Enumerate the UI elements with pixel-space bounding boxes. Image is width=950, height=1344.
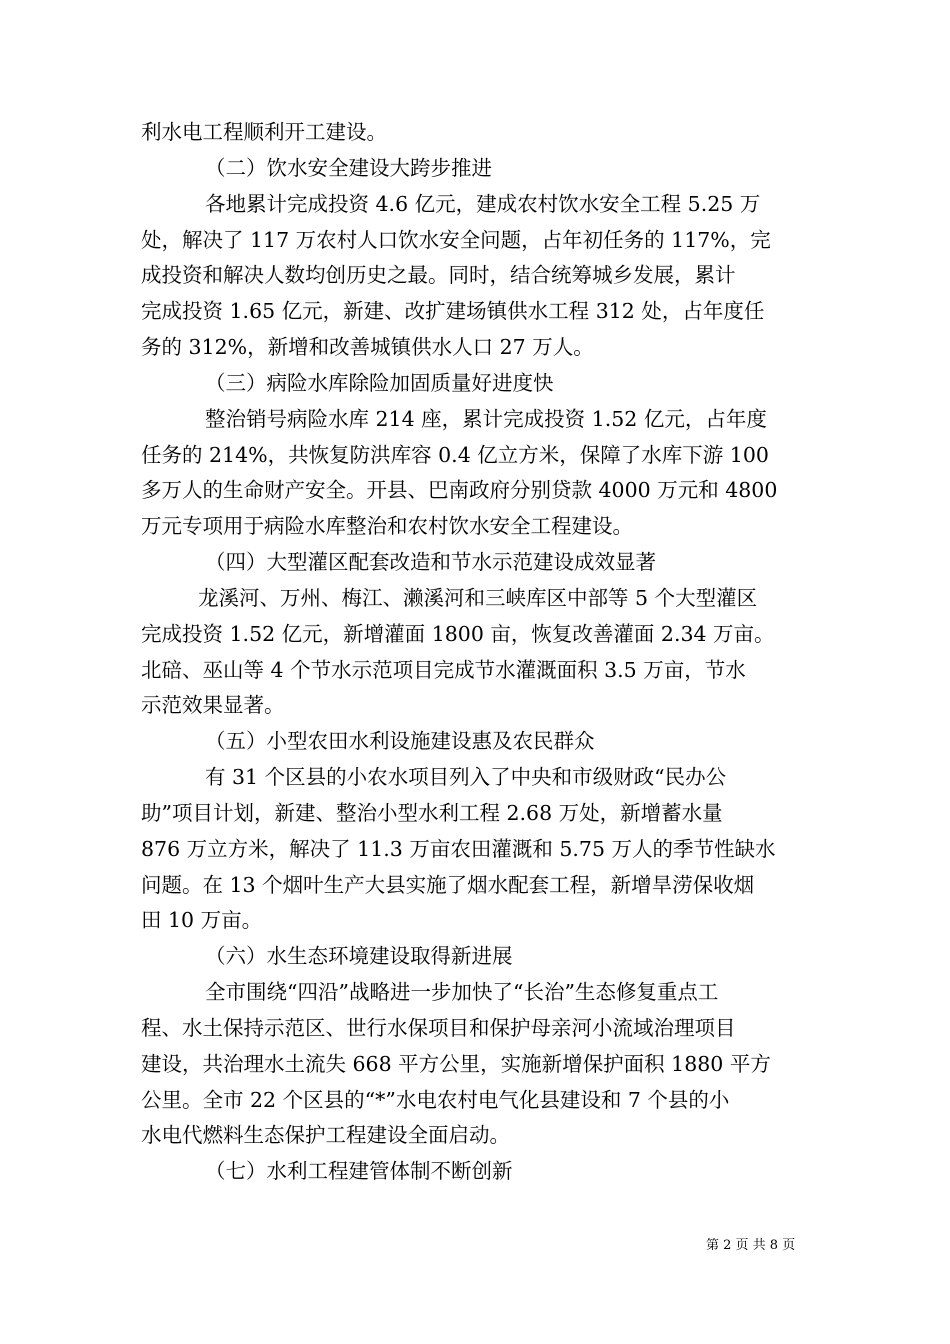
text-line: 有 31 个区县的小农水项目列入了中央和市级财政“民办公 [205,765,727,790]
section-heading: （六）水生态环境建设取得新进展 [205,944,513,969]
text-line: 876 万立方米，解决了 11.3 万亩农田灌溉和 5.75 万人的季节性缺水 [141,836,776,861]
text-line: 公里。全市 22 个区县的“*”水电农村电气化县建设和 7 个县的小 [141,1087,730,1112]
text-line: 务的 312%，新增和改善城镇供水人口 27 万人。 [141,335,594,360]
text-line: 完成投资 1.52 亿元，新增灌面 1800 亩，恢复改善灌面 2.34 万亩。 [141,621,775,646]
section-heading: （三）病险水库除险加固质量好进度快 [205,370,554,395]
text-line: 北碚、巫山等 4 个节水示范项目完成节水灌溉面积 3.5 万亩，节水 [141,657,746,682]
text-line: 成投资和解决人数均创历史之最。同时，结合统筹城乡发展，累计 [141,263,736,288]
text-line: 建设，共治理水土流失 668 平方公里，实施新增保护面积 1880 平方 [141,1051,771,1076]
text-line: 问题。在 13 个烟叶生产大县实施了烟水配套工程，新增旱涝保收烟 [141,872,755,897]
text-line: 全市围绕“四沿”战略进一步加快了“长治”生态修复重点工 [205,980,719,1005]
text-line: 各地累计完成投资 4.6 亿元，建成农村饮水安全工程 5.25 万 [205,191,761,216]
text-line: 多万人的生命财产安全。开县、巴南政府分别贷款 4000 万元和 4800 [141,478,778,503]
section-heading: （二）饮水安全建设大跨步推进 [205,155,492,180]
text-line: 助”项目计划，新建、整治小型水利工程 2.68 万处，新增蓄水量 [141,800,723,825]
page-number: 第 2 页 共 8 页 [706,1238,796,1253]
text-line: 整治销号病险水库 214 座，累计完成投资 1.52 亿元，占年度 [205,406,767,431]
section-heading: （五）小型农田水利设施建设惠及农民群众 [205,729,595,754]
text-line: 示范效果显著。 [141,693,285,718]
text-line: 利水电工程顺利开工建设。 [141,120,387,144]
text-line: 万元专项用于病险水库整治和农村饮水安全工程建设。 [141,514,633,539]
text-line: 完成投资 1.65 亿元，新建、改扩建场镇供水工程 312 处，占年度任 [141,299,765,324]
text-line: 龙溪河、万州、梅江、濑溪河和三峡库区中部等 5 个大型灌区 [198,585,758,610]
text-line: 处，解决了 117 万农村人口饮水安全问题，占年初任务的 117%，完 [141,227,771,252]
text-line: 程、水土保持示范区、世行水保项目和保护母亲河小流域治理项目 [141,1015,736,1040]
text-line: 水电代燃料生态保护工程建设全面启动。 [141,1123,510,1148]
section-heading: （四）大型灌区配套改造和节水示范建设成效显著 [205,550,656,575]
text-line: 田 10 万亩。 [141,908,263,933]
text-line: 任务的 214%，共恢复防洪库容 0.4 亿立方米，保障了水库下游 100 [141,442,769,467]
section-heading: （七）水利工程建管体制不断创新 [205,1159,513,1184]
